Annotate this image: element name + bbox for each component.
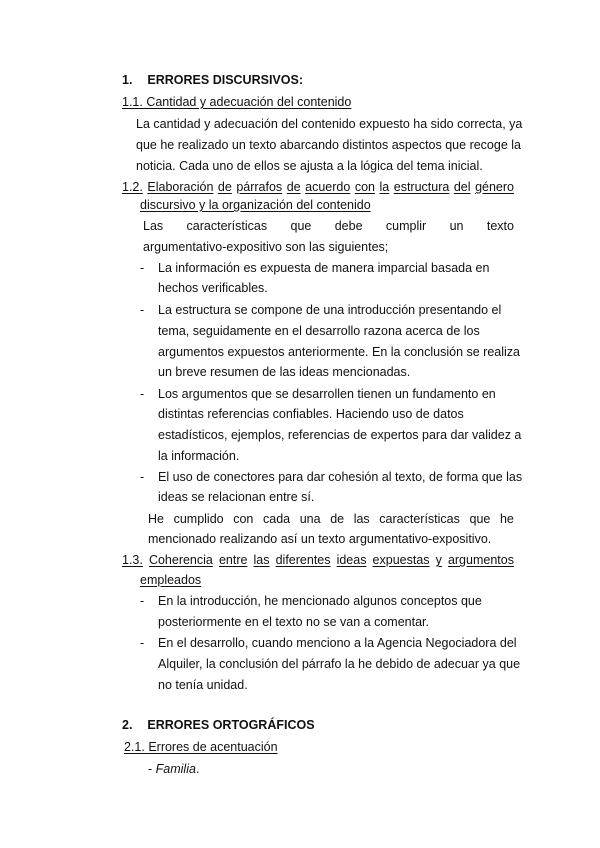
heading-word: párrafos bbox=[236, 180, 283, 194]
bullet-line: La información es expuesta de manera imparcial basada en bbox=[158, 261, 490, 275]
heading-word: Elaboración bbox=[147, 180, 214, 194]
item-word: Familia bbox=[155, 762, 196, 776]
item-dash: - bbox=[148, 762, 153, 776]
intro-word: un bbox=[449, 219, 464, 233]
subsection-1-1-heading: 1.1. Cantidad y adecuación del contenido bbox=[122, 95, 352, 109]
bullet-line: hechos verificables. bbox=[158, 281, 268, 295]
closing-word: he bbox=[499, 512, 514, 526]
heading-word: de bbox=[286, 180, 301, 194]
closing-word: que bbox=[469, 512, 491, 526]
bullet-line: tema, seguidamente en el desarrollo razona acerca de los bbox=[158, 324, 480, 338]
closing-word: con bbox=[233, 512, 254, 526]
heading-word: con bbox=[354, 180, 375, 194]
heading-word: entre bbox=[218, 553, 248, 567]
heading-word: la bbox=[379, 180, 390, 194]
section-number: 1. bbox=[122, 73, 133, 87]
heading-word: ideas bbox=[336, 553, 367, 567]
closing-word: de bbox=[330, 512, 345, 526]
heading-word: diferentes bbox=[275, 553, 331, 567]
bullet-line: En el desarrollo, cuando menciono a la Agencia Negociadora del bbox=[158, 636, 517, 650]
subsection-1-3-heading-cont: empleados bbox=[140, 573, 202, 587]
intro-word: texto bbox=[486, 219, 514, 233]
bullet-dash: - bbox=[140, 261, 145, 275]
closing-word: las bbox=[353, 512, 370, 526]
bullet-line: Alquiler, la conclusión del párrafo la he debido de adecuar ya que bbox=[158, 657, 521, 671]
intro-line: argumentativo-expositivo son las siguientes; bbox=[143, 240, 389, 254]
closing-word: cada bbox=[263, 512, 291, 526]
heading-word: 1.2. bbox=[122, 180, 143, 194]
bullet-dash: - bbox=[140, 387, 145, 401]
intro-word: cumplir bbox=[385, 219, 427, 233]
paragraph-line: que he realizado un texto abarcando distintos aspectos que recoge la bbox=[136, 138, 521, 152]
closing-line-justified bbox=[148, 511, 514, 527]
bullet-line: ideas se relacionan entre sí. bbox=[158, 490, 315, 504]
heading-word: 1.3. bbox=[122, 553, 143, 567]
bullet-line: la información. bbox=[158, 449, 240, 463]
subsection-2-1-heading: 2.1. Errores de acentuación bbox=[124, 740, 278, 754]
closing-word: cumplido bbox=[173, 512, 224, 526]
bullet-dash: - bbox=[140, 470, 145, 484]
heading-word: género bbox=[475, 180, 514, 194]
subsection-1-2-heading bbox=[122, 179, 514, 195]
section-title: ERRORES ORTOGRÁFICOS bbox=[147, 718, 315, 732]
closing-word: características bbox=[379, 512, 460, 526]
bullet-line: El uso de conectores para dar cohesión al texto, de forma que las bbox=[158, 470, 523, 484]
bullet-line: argumentos expuestos anteriormente. En la conclusión se realiza bbox=[158, 345, 521, 359]
intro-line-justified bbox=[143, 218, 514, 234]
intro-word: Las bbox=[143, 219, 164, 233]
intro-word: debe bbox=[334, 219, 363, 233]
bullet-line: En la introducción, he mencionado algunos conceptos que bbox=[158, 594, 482, 608]
error-item bbox=[148, 761, 199, 777]
heading-word: acuerdo bbox=[305, 180, 351, 194]
heading-word: estructura bbox=[393, 180, 450, 194]
paragraph-line: noticia. Cada uno de ellos se ajusta a la lógica del tema inicial. bbox=[136, 159, 483, 173]
bullet-line: Los argumentos que se desarrollen tienen un fundamento en bbox=[158, 387, 496, 401]
section-1-heading bbox=[122, 72, 303, 88]
bullet-line: estadísticos, ejemplos, referencias de expertos para dar validez a bbox=[158, 428, 522, 442]
paragraph-line: La cantidad y adecuación del contenido expuesto ha sido correcta, ya bbox=[136, 117, 523, 131]
heading-word: expuestas bbox=[372, 553, 430, 567]
heading-word: argumentos bbox=[447, 553, 514, 567]
subsection-1-3-heading bbox=[122, 552, 514, 568]
closing-word: He bbox=[148, 512, 164, 526]
intro-word: que bbox=[290, 219, 312, 233]
heading-word: de bbox=[217, 180, 232, 194]
bullet-dash: - bbox=[140, 303, 145, 317]
intro-word: características bbox=[186, 219, 268, 233]
heading-word: Coherencia bbox=[148, 553, 213, 567]
bullet-line: un breve resumen de las ideas mencionadas. bbox=[158, 365, 411, 379]
closing-line: mencionado realizando así un texto argumentativo-expositivo. bbox=[148, 532, 492, 546]
heading-word: las bbox=[253, 553, 270, 567]
bullet-dash: - bbox=[140, 636, 145, 650]
heading-word: del bbox=[453, 180, 471, 194]
closing-word: una bbox=[299, 512, 321, 526]
bullet-line: posteriormente en el texto no se van a comentar. bbox=[158, 615, 429, 629]
bullet-line: no tenía unidad. bbox=[158, 678, 248, 692]
bullet-line: La estructura se compone de una introducción presentando el bbox=[158, 303, 502, 317]
section-number: 2. bbox=[122, 718, 133, 732]
section-2-heading bbox=[122, 717, 315, 733]
section-title: ERRORES DISCURSIVOS: bbox=[147, 73, 303, 87]
bullet-dash: - bbox=[140, 594, 145, 608]
heading-word: y bbox=[435, 553, 442, 567]
bullet-line: distintas referencias confiables. Haciendo uso de datos bbox=[158, 407, 464, 421]
subsection-1-2-heading-cont: discursivo y la organización del contenido bbox=[140, 198, 371, 212]
item-punct: . bbox=[195, 762, 200, 776]
